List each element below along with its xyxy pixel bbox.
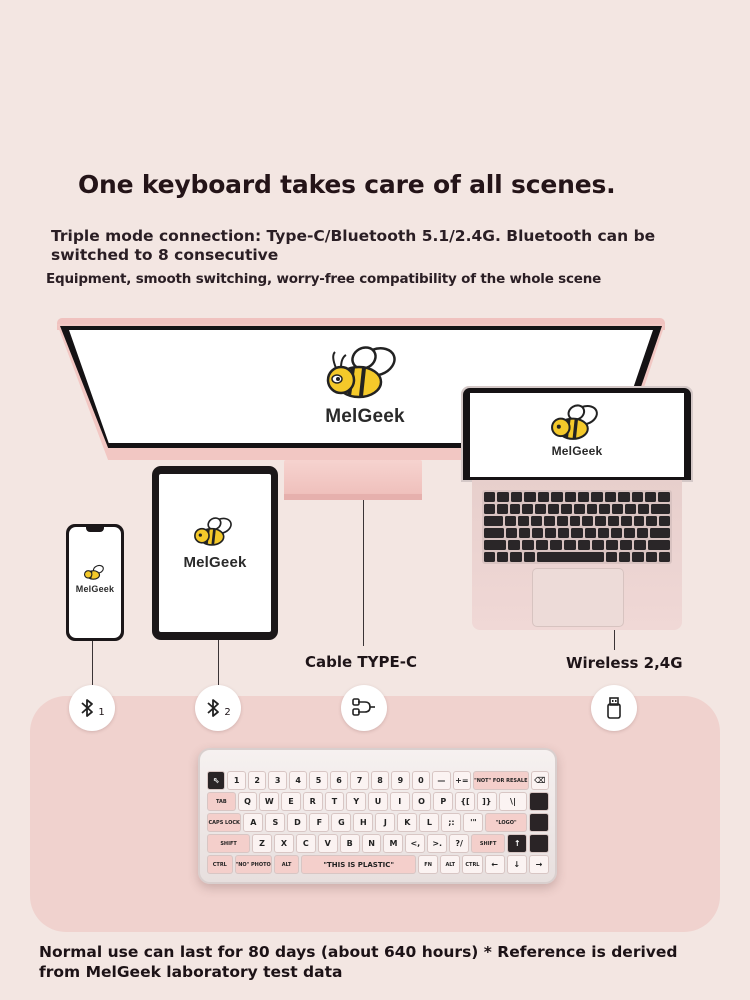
key: O — [412, 792, 432, 811]
key: I — [390, 792, 410, 811]
key: CTRL — [207, 855, 233, 874]
key: ⌫ — [531, 771, 549, 790]
bluetooth-1-badge — [69, 685, 115, 731]
laptop-keyboard — [482, 490, 672, 564]
phone-line-upper — [92, 641, 93, 685]
key: N — [362, 834, 382, 853]
key: "NOT" FOR RESALE — [473, 771, 528, 790]
bee-icon — [319, 346, 411, 404]
wireless-label: Wireless 2,4G — [566, 654, 683, 672]
key: ;: — [441, 813, 461, 832]
battery-footnote: Normal use can last for 80 days (about 640 hours) * Reference is derived from MelGeek laboratory test data — [39, 943, 678, 981]
key: ⇖ — [207, 771, 225, 790]
key: TAB — [207, 792, 236, 811]
wireless-badge — [591, 685, 637, 731]
cable-badge — [341, 685, 387, 731]
laptop-logo — [530, 404, 624, 458]
key: H — [353, 813, 373, 832]
laptop-trackpad — [532, 568, 624, 627]
key: A — [243, 813, 263, 832]
key: F — [309, 813, 329, 832]
key-row-5 — [207, 855, 549, 874]
key: ← — [485, 855, 505, 874]
subtitle-connection: Triple mode connection: Type-C/Bluetooth 5.1/2.4G. Bluetooth can be switched to 8 consecutive — [51, 227, 656, 264]
key-row-3 — [207, 813, 549, 832]
key: 6 — [330, 771, 348, 790]
key-row-4 — [207, 834, 549, 853]
key — [529, 792, 549, 811]
phone-logo — [70, 564, 120, 594]
cable-label: Cable TYPE-C — [305, 653, 417, 671]
key: ?/ — [449, 834, 469, 853]
tablet-line-upper — [218, 640, 219, 685]
brand-name: MelGeek — [551, 444, 603, 458]
key: ↑ — [507, 834, 527, 853]
key: C — [296, 834, 316, 853]
key: T — [325, 792, 345, 811]
bluetooth-icon — [205, 697, 225, 719]
key: — — [432, 771, 450, 790]
key: FN — [418, 855, 438, 874]
key: W — [259, 792, 279, 811]
key: ALT — [274, 855, 300, 874]
key: 8 — [371, 771, 389, 790]
key: 7 — [350, 771, 368, 790]
mechanical-keyboard — [198, 748, 557, 884]
key — [529, 813, 549, 832]
key: ↓ — [507, 855, 527, 874]
headline: One keyboard takes care of all scenes. — [78, 170, 616, 199]
key: 9 — [391, 771, 409, 790]
key: → — [529, 855, 549, 874]
key: 4 — [289, 771, 307, 790]
monitor-logo — [305, 346, 425, 428]
laptop-line-upper — [614, 630, 615, 650]
key: K — [397, 813, 417, 832]
key: V — [318, 834, 338, 853]
key: SHIFT — [207, 834, 250, 853]
key: \| — [499, 792, 528, 811]
key: D — [287, 813, 307, 832]
key: CAPS LOCK — [207, 813, 241, 832]
key: M — [383, 834, 403, 853]
key: "NO" PHOTO — [235, 855, 272, 874]
key: '" — [463, 813, 483, 832]
usb-dongle-icon — [605, 696, 623, 720]
key: R — [303, 792, 323, 811]
brand-name: MelGeek — [325, 406, 405, 427]
key: 3 — [268, 771, 286, 790]
phone-notch — [86, 527, 104, 532]
key: ]} — [477, 792, 497, 811]
key: Y — [346, 792, 366, 811]
key-row-1 — [207, 771, 549, 790]
key: ALT — [440, 855, 460, 874]
key: S — [265, 813, 285, 832]
bluetooth-2-number: 2 — [224, 707, 231, 718]
key: Z — [252, 834, 272, 853]
key: J — [375, 813, 395, 832]
bluetooth-1-number: 1 — [98, 707, 105, 718]
key: E — [281, 792, 301, 811]
bluetooth-icon — [79, 697, 99, 719]
cable-line-upper — [363, 500, 364, 646]
key: CTRL — [462, 855, 482, 874]
bee-icon — [546, 404, 608, 444]
key: 0 — [412, 771, 430, 790]
key: P — [433, 792, 453, 811]
brand-name: MelGeek — [75, 584, 115, 594]
usb-cable-icon — [351, 696, 377, 720]
key-row-2 — [207, 792, 549, 811]
subtitle-compatibility: Equipment, smooth switching, worry-free compatibility of the whole scene — [46, 271, 602, 287]
key — [529, 834, 549, 853]
bee-icon — [190, 516, 240, 550]
key: X — [274, 834, 294, 853]
key: SHIFT — [471, 834, 505, 853]
key: 2 — [248, 771, 266, 790]
keyboard-keys — [207, 771, 549, 875]
monitor-stand-base — [284, 494, 422, 500]
key: L — [419, 813, 439, 832]
key: Q — [238, 792, 258, 811]
key: {[ — [455, 792, 475, 811]
key: "THIS IS PLASTIC" — [301, 855, 416, 874]
tablet-logo — [168, 516, 262, 571]
key: B — [340, 834, 360, 853]
key: <, — [405, 834, 425, 853]
bluetooth-2-badge — [195, 685, 241, 731]
key: += — [453, 771, 471, 790]
key: G — [331, 813, 351, 832]
key: U — [368, 792, 388, 811]
brand-name: MelGeek — [183, 554, 247, 571]
key: 1 — [227, 771, 245, 790]
key: "LOGO" — [485, 813, 527, 832]
key: >. — [427, 834, 447, 853]
key: 5 — [309, 771, 327, 790]
bee-icon — [82, 564, 108, 582]
